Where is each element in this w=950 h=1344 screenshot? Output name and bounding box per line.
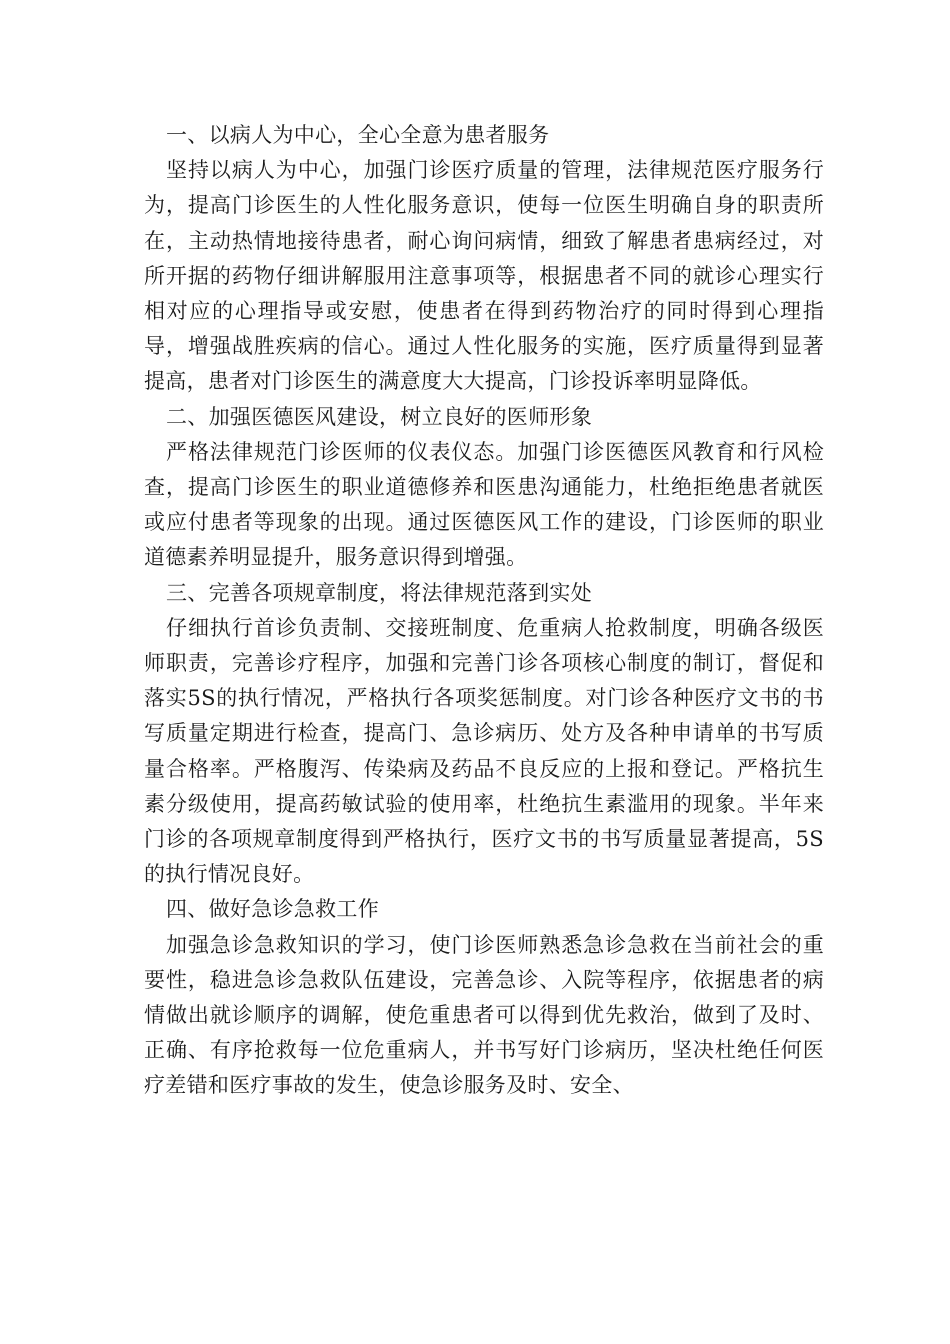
document-content (144, 118, 824, 1104)
section-body-3: 仔细执行首诊负责制、交接班制度、危重病人抢救制度，明确各级医师职责，完善诊疗程序，加强和完善门诊各项核心制度的制订，督促和落实5S的执行情况，严格执行各项奖惩制度。对门诊各种医疗文书的书写质量定期进行检查，提高门、急诊病历、处方及各种申请单的书写质量合格率。严格腹泻、传染病及药品不良反应的上报和登记。严格抗生素分级使用，提高药敏试验的使用率，杜绝抗生素滥用的现象。半年来门诊的各项规章制度得到严格执行，医疗文书的书写质量显著提高，5S的执行情况良好。 (144, 615, 824, 887)
section-body-1: 坚持以病人为中心，加强门诊医疗质量的管理，法律规范医疗服务行为，提高门诊医生的人性化服务意识，使每一位医生明确自身的职责所在，主动热情地接待患者，耐心询问病情，细致了解患者患病经过，对所开据的药物仔细讲解服用注意事项等，根据患者不同的就诊心理实行相对应的心理指导或安慰，使患者在得到药物治疗的同时得到心理指导，增强战胜疾病的信心。通过人性化服务的实施，医疗质量得到显著提高，患者对门诊医生的满意度大大提高，门诊投诉率明显降低。 (144, 158, 824, 394)
section-heading-4: 四、做好急诊急救工作 (166, 897, 379, 922)
section-heading-2: 二、加强医德医风建设，树立良好的医师形象 (166, 404, 592, 429)
section-body-4: 加强急诊急救知识的学习，使门诊医师熟悉急诊急救在当前社会的重要性，稳进急诊急救队伍建设，完善急诊、入院等程序，依据患者的病情做出就诊顺序的调解，使危重患者可以得到优先救治，做到了及时、正确、有序抢救每一位危重病人，并书写好门诊病历，坚决杜绝任何医疗差错和医疗事故的发生，使急诊服务及时、安全、 (144, 932, 824, 1098)
section-heading-3: 三、完善各项规章制度，将法律规范落到实处 (166, 580, 592, 605)
section-heading-1: 一、以病人为中心，全心全意为患者服务 (166, 123, 550, 147)
section-body-2: 严格法律规范门诊医师的仪表仪态。加强门诊医德医风教育和行风检查，提高门诊医生的职业道德修养和医患沟通能力，杜绝拒绝患者就医或应付患者等现象的出现。通过医德医风工作的建设，门诊医师的职业道德素养明显提升，服务意识得到增强。 (144, 439, 824, 570)
